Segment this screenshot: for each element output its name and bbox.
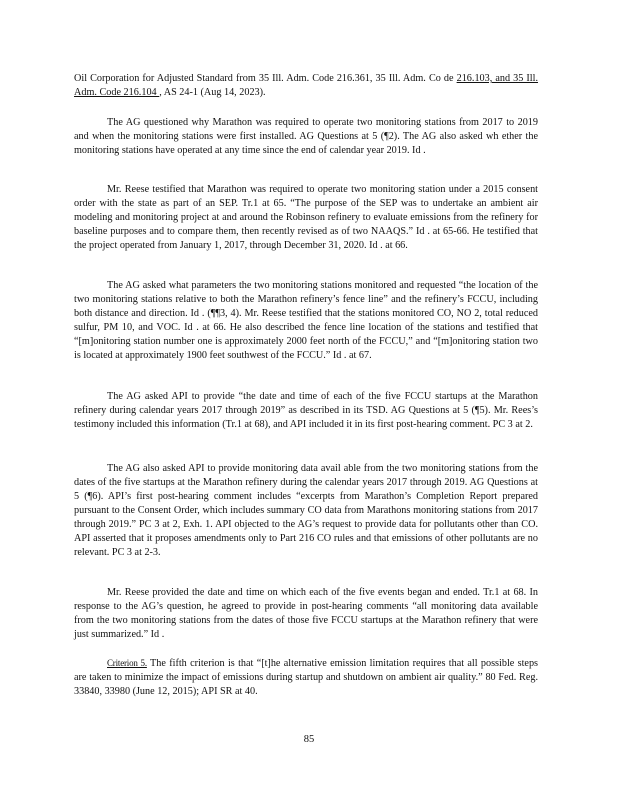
paragraph-8 xyxy=(74,656,538,699)
paragraph-1 xyxy=(74,72,538,100)
paragraph-1-tail: , AS 24-1 (Aug 14, 2023). xyxy=(159,87,266,98)
paragraph-3: Mr. Reese testified that Marathon was required to operate two monitoring station under a 2015 consent order with the state as part of an SEP. Tr.1 at 65. “The purpose of the SEP was to undertake an ambient air modeling and monitoring project at and around the Robinson refinery to evaluate emissions from the refinery for baseline purposes and to compare them, then recently revised as of two NAAQS.” Id . at 65-66. He testified that the project operated from January 1, 2017, through December 31, 2020. Id . at 66. xyxy=(74,184,538,251)
citation-underlined: 216.103, and 35 Ill. Adm. Code 216.104 xyxy=(74,73,539,98)
paragraph-7: Mr. Reese provided the date and time on which each of the five events began and ended. Tr.1 at 68. In response to the AG’s question, he agreed to provide in post-hearing comments “all monitoring data available from the two monitoring stations from the dates of those five FCCU startups at the Marathon refinery that were just summarized.” Id . xyxy=(74,587,538,640)
paragraph-2: The AG questioned why Marathon was required to operate two monitoring stations from 2017 to 2019 and when the monitoring stations were first installed. AG Questions at 5 (¶2). The AG also asked wh ether the monitoring stations have operated at any time since the end of calendar year 2019. Id . xyxy=(74,117,538,156)
paragraph-1-lead: Oil Corporation for Adjusted Standard from 35 Ill. Adm. Code 216.361, 35 Ill. Adm. Co de xyxy=(74,73,457,84)
paragraph-5: The AG asked API to provide “the date and time of each of the five FCCU startups at the Marathon refinery during calendar years 2017 through 2019” as described in its TSD. AG Questions at 5 (¶5). Mr. Rees’s testimony included this information (Tr.1 at 68), and API included it in its first post-hearing comment. PC 3 at 2. xyxy=(74,391,538,430)
page-number: 85 xyxy=(303,734,315,745)
criterion-heading: Criterion 5. xyxy=(107,658,147,668)
paragraph-8-text: The fifth criterion is that “[t]he alternative emission limitation requires that all possible steps are taken to minimize the impact of emissions during startup and shutdown on ambient air quality.” 80 Fed. Reg. 33840, 33980 (June 12, 2015); API SR at 40. xyxy=(74,658,539,697)
paragraph-4: The AG asked what parameters the two monitoring stations monitored and requested “the location of the two monitoring stations relative to both the Marathon refinery’s fence line” and the refinery’s FCCU, including both distance and direction. Id . (¶¶3, 4). Mr. Reese testified that the stations monitored CO, NO 2, total reduced sulfur, PM 10, and VOC. Id . at 66. He also described the fence line location of the stations and testified that “[m]onitoring station number one is approximately 2000 feet north of the FCCU,” and “[m]onitoring station two is located at approximately 1900 feet southwest of the FCCU.” Id . at 67. xyxy=(74,280,538,361)
paragraph-6: The AG also asked API to provide monitoring data avail able from the two monitoring stations from the dates of the five startups at the Marathon refinery during the calendar years 2017 through 2019. AG Questions at 5 (¶6). API’s first post-hearing comment includes “excerpts from Marathon’s Completion Report prepared pursuant to the Consent Order, which includes summary CO data from Marathons monitoring stations from 2017 through 2019.” PC 3 at 2, Exh. 1. API objected to the AG’s request to provide data for pollutants other than CO. API asserted that it proposes amendments only to Part 216 CO rules and that emissions of other pollutants are no relevant. PC 3 at 2-3. xyxy=(74,463,538,558)
